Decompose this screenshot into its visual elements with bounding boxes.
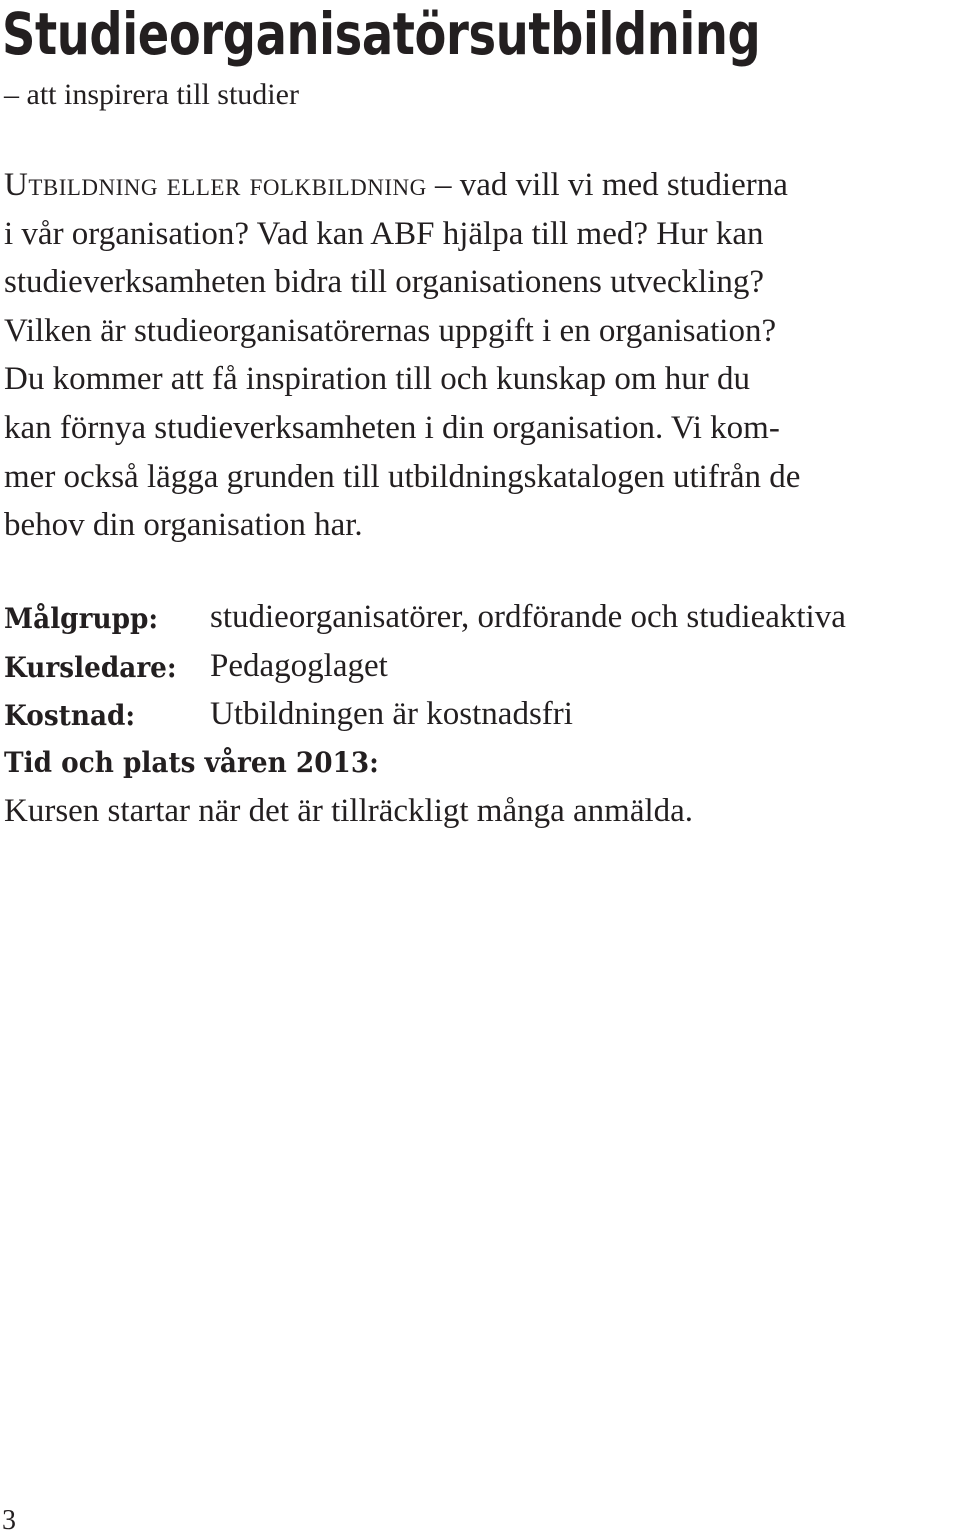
intro-lead: Utbildning eller folkbildning [4,167,427,203]
detail-row-cost [4,692,960,741]
detail-row-target-group [4,595,960,644]
intro-line [4,161,960,210]
detail-label: Målgrupp: [4,602,159,635]
intro-line: Vilken är studieorganisatörernas uppgift i en organisation? [4,312,777,349]
intro-line-rest: – vad vill vi med studierna [426,167,788,203]
detail-value: studieorganisatörer, ordförande och studieaktiva [210,599,846,635]
schedule-text: Kursen startar när det är tillräckligt många anmälda. [4,793,694,829]
detail-label: Kostnad: [4,699,136,733]
intro-line: mer också lägga grunden till utbildningskatalogen utifrån de [4,458,801,495]
page-subtitle: – att inspirera till studier [4,78,299,111]
detail-row-course-leader [4,644,960,693]
intro-line: Du kommer att få inspiration till och kunskap om hur du [4,361,751,398]
intro-line: i vår organisation? Vad kan ABF hjälpa till med? Hur kan [4,215,764,252]
detail-value: Pedagoglaget [210,647,388,684]
intro-paragraph [4,161,960,550]
schedule-label: Tid och plats våren 2013: [4,746,379,779]
intro-line: studieverksamheten bidra till organisationens utveckling? [4,264,765,301]
intro-line: kan förnya studieverksamheten i din organisation. Vi kom- [4,409,780,446]
detail-label: Kursledare: [4,650,177,684]
page-title: Studieorganisatörsutbildning [2,0,761,68]
detail-value: Utbildningen är kostnadsfri [210,696,573,733]
course-details [4,595,960,741]
page-number: 3 [2,1505,16,1536]
intro-line: behov din organisation har. [4,507,363,544]
